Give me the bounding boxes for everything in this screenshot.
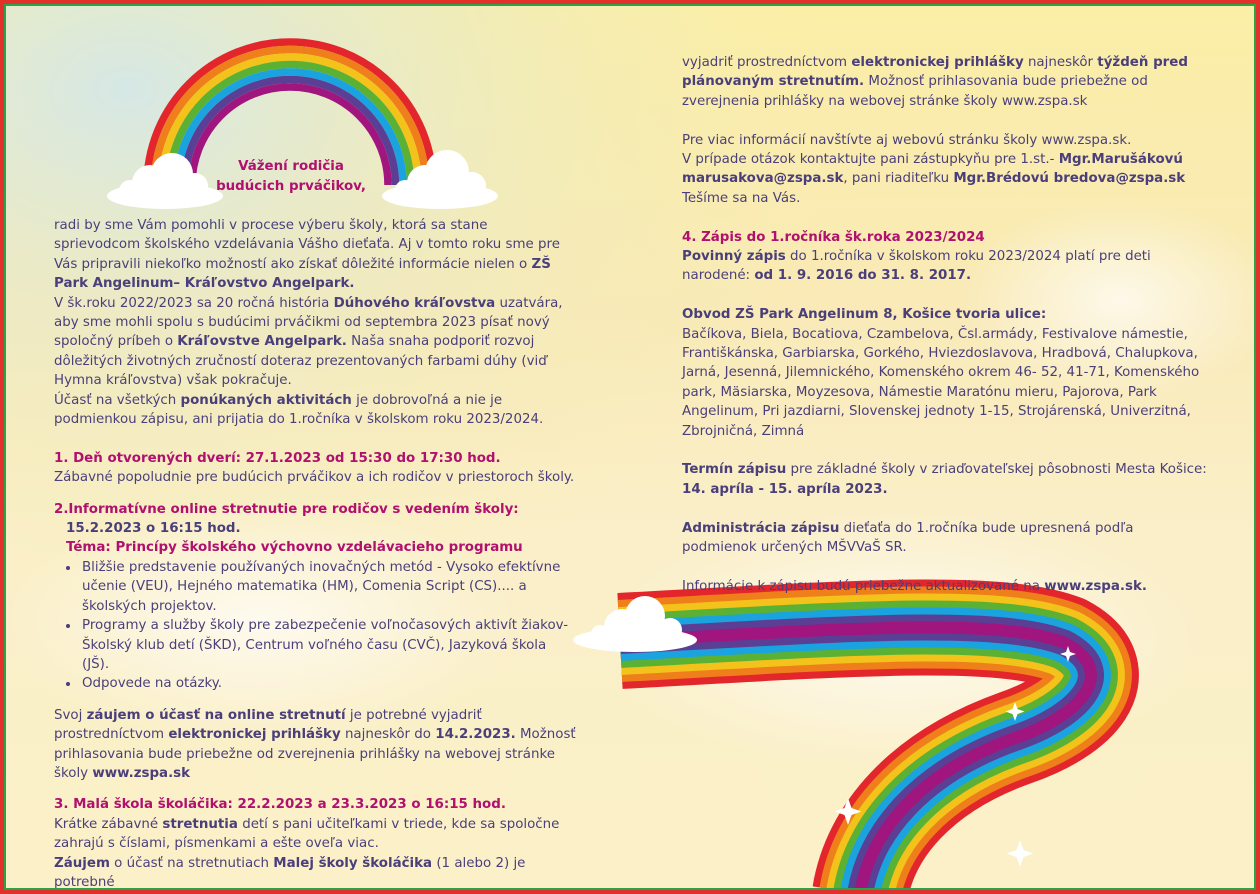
intro2-text-e: Naša snaha podporiť rozvoj dôležitých životných zručností doteraz prezentovaných farbami dúhy (viď Hymna kráľovstva) však pokračuje. [54,334,547,389]
term-a: Termín zápisu [682,462,787,478]
final-note [682,577,1212,596]
cont-b: elektronickej prihlášky [851,55,1024,70]
intro-paragraph-1 [54,216,576,294]
intro3-text-a: Účasť na všetkých [54,392,181,408]
left-column [54,216,576,892]
intro2-kingdom: Dúhového kráľovstva [333,295,496,311]
intro-paragraph-2 [54,294,576,391]
info-contacts [682,150,1212,189]
s3-text-b: stretnutia [162,816,238,832]
section-1-heading: 1. Deň otvorených dverí: 27.1.2023 od 15:30 do 17:30 hod. [54,450,501,466]
section-2-date [54,519,576,538]
s2-note-f: 14.2.2023. [435,727,516,743]
s3-note-d: (1 alebo 2) je potrebné [54,855,526,890]
intro2-text-c: uzatvára, aby sme mohli spolu s budúcimi prváčikmi od septembra 2023 písať nový spoločný príbeh o [54,295,563,350]
s4-c: od 1. 9. 2016 do 31. 8. 2017. [754,268,972,284]
district-heading-text: Obvod ZŠ Park Angelinum 8, Košice tvoria ulice: [682,307,1047,323]
s3-note-a: Záujem [54,855,110,871]
section-2-date-value: 15.2.2023 o 16:15 hod. [66,521,241,537]
section-1-text: Zábavné popoludnie pre budúcich prváčikov a ich rodičov v priestoroch školy. [54,470,575,486]
s2-note-e: najneskôr do [340,727,436,743]
section-3-text [54,815,576,854]
district-heading [682,305,1212,324]
term-b: pre základné školy v zriaďovateľskej pôsobnosti Mesta Košice: [786,462,1207,478]
s3-text-a: Krátke zábavné [54,816,163,832]
s2-note-a: Svoj [54,707,87,723]
enrollment-admin [682,519,1212,558]
right-column [682,53,1212,596]
cont-e: Možnosť prihlasovania bude priebežne od zverejnenia prihlášky na webovej stránke školy www.zspa.sk [682,74,1148,109]
intro2-angelpark: Kráľovstve Angelpark. [177,334,347,350]
s2-note-g: Možnosť prihlasovania bude priebežne od zverejnenia prihlášky na webovej stránke školy [54,727,576,781]
s3-note-c: Malej školy školáčika [273,855,433,871]
intro2-text-a: V šk.roku 2022/2023 sa 20 ročná história [54,295,334,311]
greeting-heading: Vážení rodičia budúcich prváčikov, [216,159,366,194]
section-2-theme: Téma: Princípy školského výchovno vzdelávacieho programu [66,540,523,556]
intro1-school-name: ZŠ Park Angelinum– Kráľovstvo Angelpark. [54,256,551,292]
section-2-note [54,706,576,784]
cont-d: týždeň pred plánovaným stretnutím. [682,55,1188,90]
s3-note-b: o účasť na stretnutiach [109,855,274,871]
s2-note-c: je potrebné vyjadriť prostredníctvom [54,707,482,743]
intro3-text-c: je dobrovoľná a nie je podmienkou zápisu, ani prijatia do 1.ročníka v školskom roku 2023/2024. [54,392,544,428]
continuation-paragraph [682,53,1212,111]
director-contact[interactable]: Mgr.Brédovú bredova@zspa.sk [953,171,1186,187]
deputy-contact[interactable]: Mgr.Marušákovú marusakova@zspa.sk [682,152,1183,187]
section-4-text [682,247,1212,286]
intro1-text: radi by sme Vám pomohli v procese výberu školy, ktorá sa stane sprievodcom školského vzdelávania Vášho dieťaťa. Aj v tomto roku sme pre Vás pripravili niekoľko možností ako získať dôležité informácie nielen o [54,218,561,272]
admin-b: dieťaťa do 1.ročníka bude upresnená podľa podmienok určených MŠVVaŠ SR. [682,520,1134,556]
cont-a: vyjadriť prostredníctvom [682,55,852,70]
section-4-heading: 4. Zápis do 1.ročníka šk.roka 2023/2024 [682,229,985,245]
section-3-note [54,854,576,893]
section-2-bullet-list [54,558,576,694]
s4-a: Povinný zápis [682,249,786,265]
s3-text-c: detí s pani učiteľkami v triede, kde sa spoločne zahrajú s číslami, písmenkami a ešte oveľa viac. [54,816,560,852]
cont-c: najneskôr [1023,55,1098,70]
section-3-heading: 3. Malá škola školáčika: 22.2.2023 a 23.3.2023 o 16:15 hod. [54,797,506,813]
s2-note-d: elektronickej prihlášky [168,727,341,743]
info-closing: Tešíme sa na Vás. [682,190,801,206]
final-a: Informácie k zápisu budú priebežne aktualizované na [682,578,1045,594]
enrollment-term [682,460,1212,499]
info2-c: , pani riaditeľku [843,171,954,187]
term-c: 14. apríla - 15. apríla 2023. [682,481,888,497]
info-website: Pre viac informácií navštívte aj webovú stránku školy www.zspa.sk. [682,132,1132,148]
intro3-activities: ponúkaných aktivitách [180,392,352,408]
s4-b: do 1.ročníka v školskom roku 2023/2024 platí pre deti narodené: [682,249,1151,284]
district-streets: Bačíkova, Biela, Bocatiova, Czambelova, Čsl.armády, Festivalove námestie, Františkánska, Garbiarska, Gorkého, Hviezdoslavova, Hradbová, Chalupkova, Jarná, Jesenná, Jilemnického, Komenského okrem 46- 52, 41-71, Komenského park, Mäsiarska, Moyzesova, Námestie Maratónu mieru, Pajorova, Park Angelinum, Pri jazdiarni, Slovenskej jednoty 1-15, Strojárenská, Univerzitná, Zbrojničná, Zimná [682,326,1200,439]
section-2-heading: 2.Informatívne online stretnutie pre rodičov s vedením školy: [54,501,519,517]
info2-a: V prípade otázok kontaktujte pani zástupkyňu pre 1.st.- [682,152,1059,168]
intro-paragraph-3 [54,391,576,430]
school-website-link[interactable]: www.zspa.sk [92,765,191,781]
list-item: • Programy a služby školy pre zabezpečenie voľnočasových aktivít žiakov- Školský klub detí (ŠKD), Centrum voľného času (CVČ), Jazyková škola (JŠ). [80,616,576,674]
final-website-link[interactable]: www.zspa.sk. [1044,578,1147,594]
s2-note-b: záujem o účasť na online stretnutí [86,707,346,723]
admin-a: Administrácia zápisu [682,520,840,536]
list-item: • Odpovede na otázky. [80,674,576,693]
list-item: • Bližšie predstavenie používaných inovačných metód - Vysoko efektívne učenie (VEU), Hejného matematika (HM), Comenia Script (CS).... a školských projektov. [80,558,576,616]
